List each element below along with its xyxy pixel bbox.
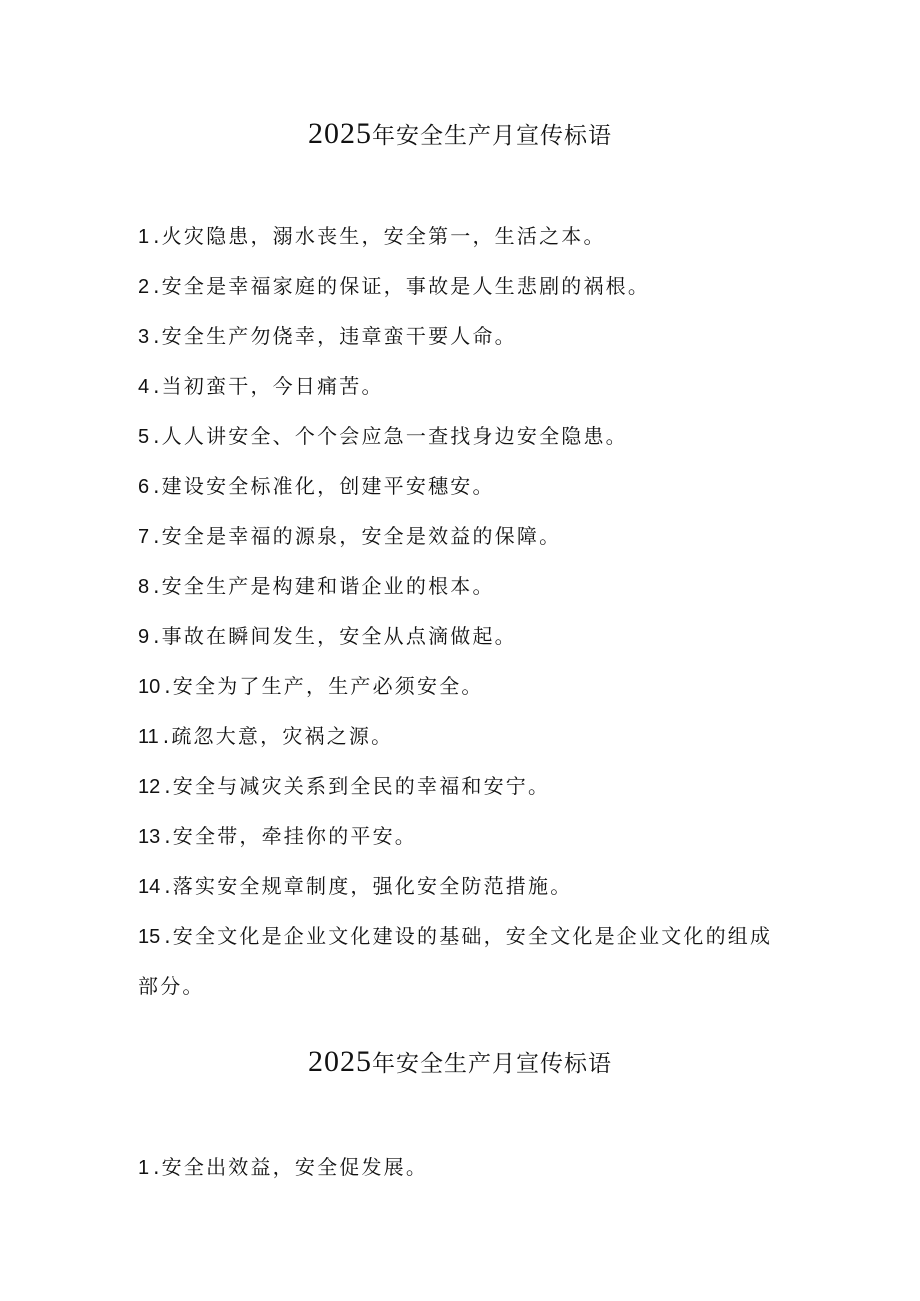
item-text: .安全文化是企业文化建设的基础，安全文化是企业文化的组成部分。 (138, 924, 773, 998)
item-number: 7 (138, 526, 150, 548)
list-item (138, 512, 788, 562)
item-text: .安全为了生产，生产必须安全。 (164, 674, 484, 698)
item-number: 12 (138, 776, 161, 798)
slogan-list (138, 212, 788, 1011)
item-text: .安全出效益，安全促发展。 (153, 1155, 429, 1179)
list-item (138, 262, 788, 312)
item-text: .安全是幸福家庭的保证，事故是人生悲剧的祸根。 (153, 274, 651, 298)
list-item (138, 312, 788, 362)
item-text: .落实安全规章制度，强化安全防范措施。 (164, 874, 573, 898)
item-number: 10 (138, 676, 161, 698)
section-title (0, 118, 920, 152)
item-number: 5 (138, 426, 150, 448)
item-number: 8 (138, 576, 150, 598)
list-item (138, 912, 788, 1011)
section-title (0, 1046, 920, 1080)
title-year: 2025 (308, 1045, 372, 1078)
item-text: .安全生产勿侥幸，违章蛮干要人命。 (153, 324, 517, 348)
item-number: 6 (138, 476, 150, 498)
item-text: .人人讲安全、个个会应急一查找身边安全隐患。 (153, 424, 628, 448)
item-number: 3 (138, 326, 150, 348)
list-item (138, 362, 788, 412)
item-number: 9 (138, 626, 150, 648)
list-item (138, 712, 788, 762)
item-text: .安全带，牵挂你的平安。 (164, 824, 418, 848)
item-text: .安全生产是构建和谐企业的根本。 (153, 574, 495, 598)
item-text: .当初蛮干，今日痛苦。 (153, 374, 384, 398)
list-item (138, 212, 788, 262)
item-number: 15 (138, 926, 161, 948)
item-text: .疏忽大意，灾祸之源。 (162, 724, 394, 748)
title-text: 年安全生产月宣传标语 (372, 1051, 612, 1077)
item-text: .火灾隐患，溺水丧生，安全第一，生活之本。 (153, 224, 606, 248)
item-text: .安全是幸福的源泉，安全是效益的保障。 (153, 524, 562, 548)
item-number: 4 (138, 376, 150, 398)
item-number: 1 (138, 226, 150, 248)
item-text: .安全与减灾关系到全民的幸福和安宁。 (164, 774, 551, 798)
list-item (138, 1143, 788, 1193)
item-number: 11 (138, 726, 159, 748)
list-item (138, 862, 788, 912)
item-number: 14 (138, 876, 161, 898)
title-year: 2025 (308, 117, 372, 150)
item-number: 13 (138, 826, 161, 848)
list-item (138, 412, 788, 462)
list-item (138, 662, 788, 712)
list-item (138, 562, 788, 612)
list-item (138, 812, 788, 862)
list-item (138, 462, 788, 512)
item-number: 1 (138, 1157, 150, 1179)
item-number: 2 (138, 276, 150, 298)
list-item (138, 612, 788, 662)
item-text: .建设安全标准化，创建平安穗安。 (153, 474, 495, 498)
slogan-list (138, 1143, 788, 1193)
title-text: 年安全生产月宣传标语 (372, 123, 612, 149)
item-text: .事故在瞬间发生，安全从点滴做起。 (153, 624, 517, 648)
list-item (138, 762, 788, 812)
